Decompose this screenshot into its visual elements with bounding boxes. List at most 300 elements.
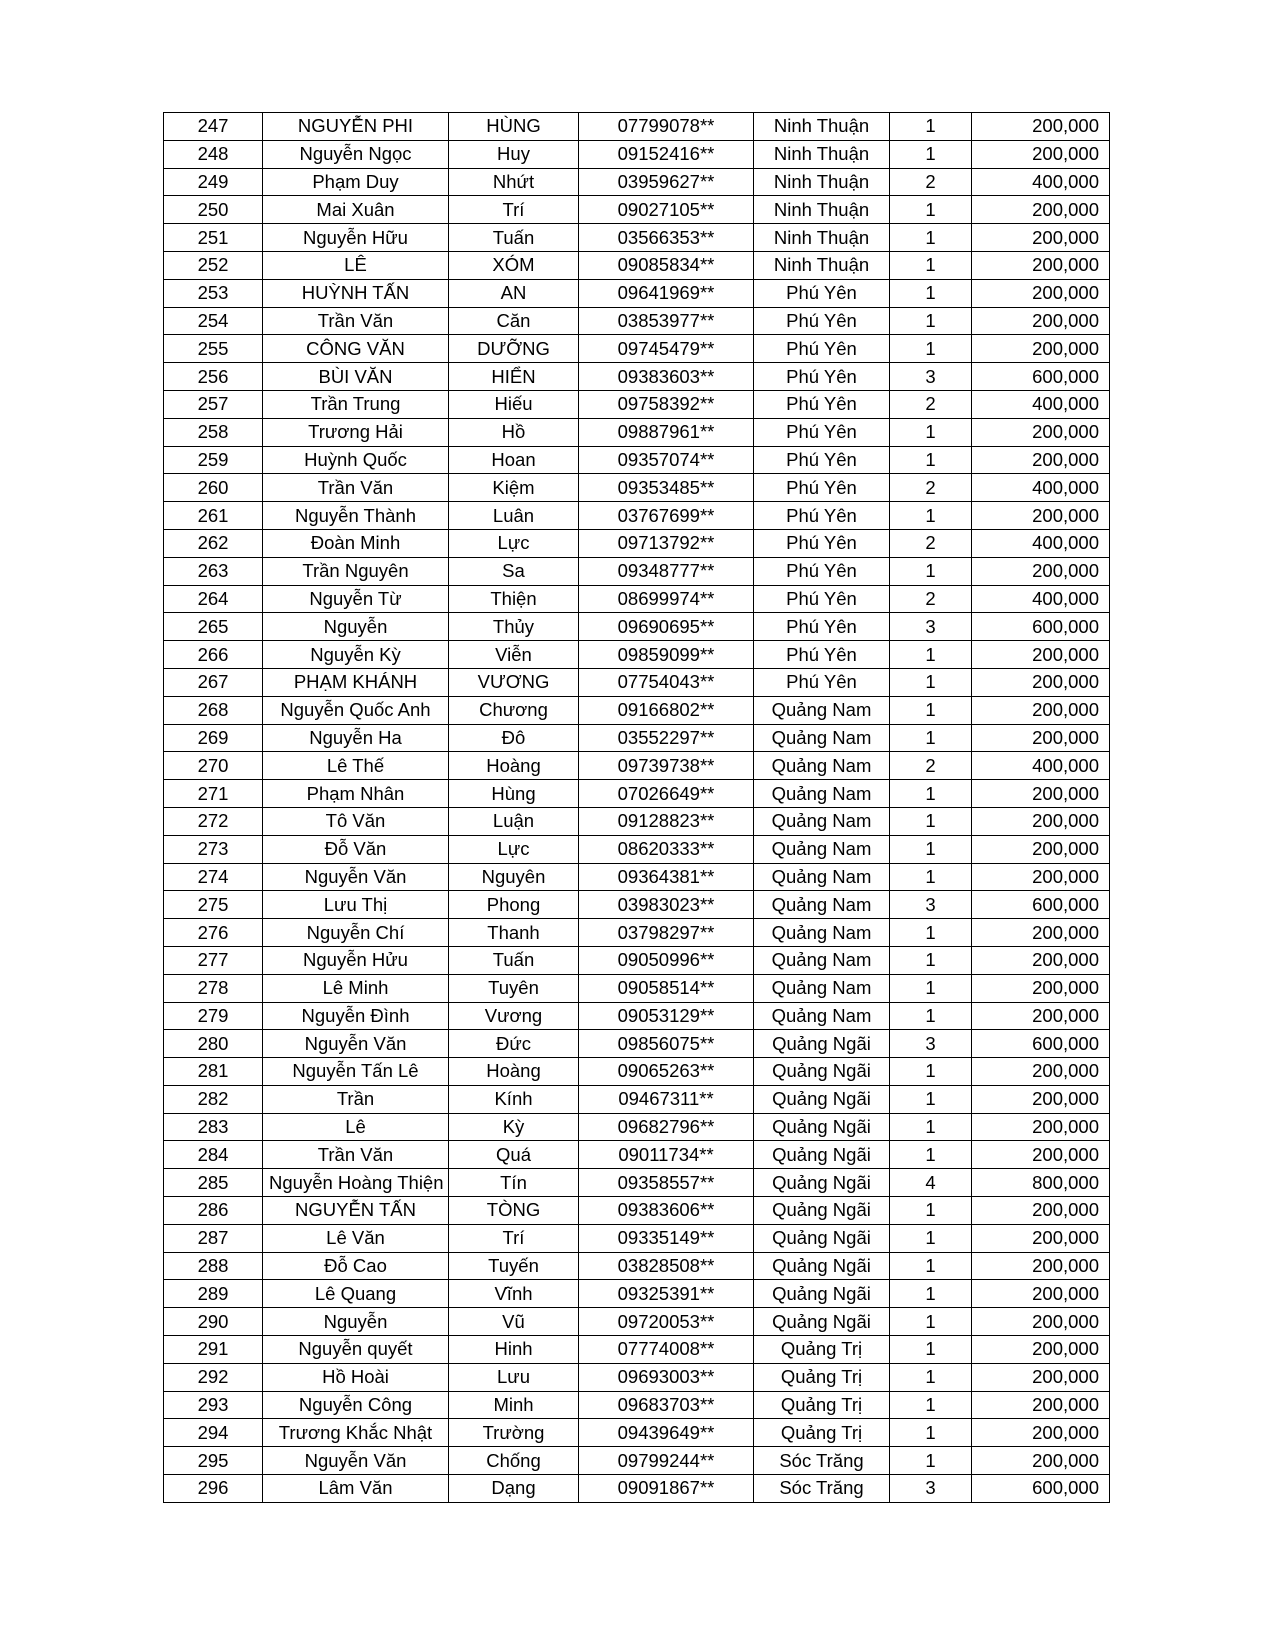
province-cell: Quảng Nam	[754, 807, 890, 835]
amount-cell: 200,000	[972, 1336, 1110, 1364]
row-number-cell: 273	[164, 835, 263, 863]
given-name-cell: Lưu	[449, 1363, 579, 1391]
quantity-cell: 1	[890, 1447, 972, 1475]
amount-cell: 400,000	[972, 585, 1110, 613]
quantity-cell: 1	[890, 1224, 972, 1252]
row-number-cell: 255	[164, 335, 263, 363]
surname-cell: BÙI VĂN	[263, 363, 449, 391]
phone-cell: 09682796**	[579, 1113, 754, 1141]
given-name-cell: Quá	[449, 1141, 579, 1169]
province-cell: Quảng Ngãi	[754, 1085, 890, 1113]
row-number-cell: 291	[164, 1336, 263, 1364]
quantity-cell: 1	[890, 418, 972, 446]
row-number-cell: 295	[164, 1447, 263, 1475]
phone-cell: 09058514**	[579, 974, 754, 1002]
row-number-cell: 271	[164, 780, 263, 808]
quantity-cell: 1	[890, 1002, 972, 1030]
given-name-cell: Vương	[449, 1002, 579, 1030]
amount-cell: 200,000	[972, 557, 1110, 585]
surname-cell: Lê Minh	[263, 974, 449, 1002]
quantity-cell: 1	[890, 974, 972, 1002]
province-cell: Quảng Ngãi	[754, 1308, 890, 1336]
row-number-cell: 262	[164, 529, 263, 557]
table-row	[164, 279, 1110, 307]
province-cell: Quảng Nam	[754, 891, 890, 919]
quantity-cell: 4	[890, 1169, 972, 1197]
given-name-cell: Thanh	[449, 919, 579, 947]
quantity-cell: 1	[890, 780, 972, 808]
province-cell: Quảng Ngãi	[754, 1058, 890, 1086]
amount-cell: 200,000	[972, 1419, 1110, 1447]
quantity-cell: 1	[890, 696, 972, 724]
table-row	[164, 529, 1110, 557]
row-number-cell: 258	[164, 418, 263, 446]
table-row	[164, 835, 1110, 863]
table-row	[164, 196, 1110, 224]
amount-cell: 200,000	[972, 863, 1110, 891]
phone-cell: 03566353**	[579, 224, 754, 252]
surname-cell: Nguyễn Tấn Lê	[263, 1058, 449, 1086]
amount-cell: 200,000	[972, 1363, 1110, 1391]
table-body	[164, 113, 1110, 1503]
given-name-cell: Phong	[449, 891, 579, 919]
amount-cell: 200,000	[972, 974, 1110, 1002]
table-row	[164, 1308, 1110, 1336]
quantity-cell: 1	[890, 668, 972, 696]
phone-cell: 03828508**	[579, 1252, 754, 1280]
surname-cell: NGUYỄN PHI	[263, 113, 449, 141]
phone-cell: 09713792**	[579, 529, 754, 557]
surname-cell: Trương Hải	[263, 418, 449, 446]
table-row	[164, 919, 1110, 947]
quantity-cell: 1	[890, 1085, 972, 1113]
given-name-cell: Lực	[449, 529, 579, 557]
given-name-cell: Trí	[449, 1224, 579, 1252]
surname-cell: Trần Trung	[263, 390, 449, 418]
surname-cell: Nguyễn	[263, 613, 449, 641]
row-number-cell: 247	[164, 113, 263, 141]
row-number-cell: 290	[164, 1308, 263, 1336]
amount-cell: 200,000	[972, 919, 1110, 947]
amount-cell: 600,000	[972, 363, 1110, 391]
province-cell: Quảng Nam	[754, 863, 890, 891]
quantity-cell: 1	[890, 335, 972, 363]
row-number-cell: 272	[164, 807, 263, 835]
amount-cell: 600,000	[972, 613, 1110, 641]
given-name-cell: Huy	[449, 140, 579, 168]
province-cell: Quảng Nam	[754, 946, 890, 974]
row-number-cell: 283	[164, 1113, 263, 1141]
quantity-cell: 3	[890, 891, 972, 919]
province-cell: Ninh Thuận	[754, 113, 890, 141]
surname-cell: Trần Văn	[263, 474, 449, 502]
surname-cell: Nguyễn Văn	[263, 1030, 449, 1058]
province-cell: Quảng Ngãi	[754, 1280, 890, 1308]
quantity-cell: 1	[890, 279, 972, 307]
surname-cell: Nguyễn Hoàng Thiện	[263, 1169, 449, 1197]
table-row	[164, 1058, 1110, 1086]
table-row	[164, 307, 1110, 335]
table-row	[164, 641, 1110, 669]
table-row	[164, 113, 1110, 141]
given-name-cell: HÙNG	[449, 113, 579, 141]
surname-cell: Nguyễn Kỳ	[263, 641, 449, 669]
row-number-cell: 279	[164, 1002, 263, 1030]
table-row	[164, 724, 1110, 752]
quantity-cell: 1	[890, 919, 972, 947]
given-name-cell: Vĩnh	[449, 1280, 579, 1308]
phone-cell: 09641969**	[579, 279, 754, 307]
given-name-cell: Dạng	[449, 1475, 579, 1503]
given-name-cell: Luận	[449, 807, 579, 835]
row-number-cell: 253	[164, 279, 263, 307]
amount-cell: 200,000	[972, 224, 1110, 252]
row-number-cell: 276	[164, 919, 263, 947]
province-cell: Quảng Nam	[754, 1002, 890, 1030]
surname-cell: Nguyễn Văn	[263, 1447, 449, 1475]
row-number-cell: 294	[164, 1419, 263, 1447]
province-cell: Quảng Nam	[754, 696, 890, 724]
recipient-table	[163, 112, 1110, 1503]
amount-cell: 200,000	[972, 1058, 1110, 1086]
quantity-cell: 1	[890, 807, 972, 835]
quantity-cell: 1	[890, 557, 972, 585]
given-name-cell: AN	[449, 279, 579, 307]
amount-cell: 200,000	[972, 1141, 1110, 1169]
phone-cell: 08620333**	[579, 835, 754, 863]
province-cell: Quảng Nam	[754, 974, 890, 1002]
surname-cell: Lê Quang	[263, 1280, 449, 1308]
quantity-cell: 1	[890, 1363, 972, 1391]
quantity-cell: 1	[890, 1419, 972, 1447]
table-row	[164, 363, 1110, 391]
table-row	[164, 613, 1110, 641]
province-cell: Quảng Ngãi	[754, 1113, 890, 1141]
surname-cell: Nguyễn Hữu	[263, 224, 449, 252]
phone-cell: 09739738**	[579, 752, 754, 780]
surname-cell: CÔNG VĂN	[263, 335, 449, 363]
phone-cell: 09128823**	[579, 807, 754, 835]
quantity-cell: 1	[890, 1113, 972, 1141]
amount-cell: 200,000	[972, 502, 1110, 530]
quantity-cell: 1	[890, 113, 972, 141]
surname-cell: Nguyễn Văn	[263, 863, 449, 891]
surname-cell: Lê Thế	[263, 752, 449, 780]
row-number-cell: 285	[164, 1169, 263, 1197]
given-name-cell: Sa	[449, 557, 579, 585]
given-name-cell: HIỂN	[449, 363, 579, 391]
quantity-cell: 3	[890, 1030, 972, 1058]
amount-cell: 200,000	[972, 279, 1110, 307]
surname-cell: Đỗ Cao	[263, 1252, 449, 1280]
row-number-cell: 292	[164, 1363, 263, 1391]
province-cell: Phú Yên	[754, 279, 890, 307]
province-cell: Quảng Ngãi	[754, 1224, 890, 1252]
surname-cell: Nguyễn Quốc Anh	[263, 696, 449, 724]
amount-cell: 200,000	[972, 641, 1110, 669]
province-cell: Phú Yên	[754, 446, 890, 474]
quantity-cell: 1	[890, 1141, 972, 1169]
given-name-cell: Hoàng	[449, 752, 579, 780]
phone-cell: 03798297**	[579, 919, 754, 947]
surname-cell: Nguyễn	[263, 1308, 449, 1336]
phone-cell: 09085834**	[579, 251, 754, 279]
province-cell: Quảng Nam	[754, 780, 890, 808]
phone-cell: 09152416**	[579, 140, 754, 168]
row-number-cell: 248	[164, 140, 263, 168]
phone-cell: 08699974**	[579, 585, 754, 613]
surname-cell: Trần Nguyên	[263, 557, 449, 585]
amount-cell: 200,000	[972, 780, 1110, 808]
phone-cell: 09027105**	[579, 196, 754, 224]
province-cell: Quảng Ngãi	[754, 1197, 890, 1225]
amount-cell: 400,000	[972, 529, 1110, 557]
amount-cell: 800,000	[972, 1169, 1110, 1197]
given-name-cell: Hinh	[449, 1336, 579, 1364]
surname-cell: Trần Văn	[263, 307, 449, 335]
amount-cell: 200,000	[972, 1085, 1110, 1113]
province-cell: Phú Yên	[754, 585, 890, 613]
phone-cell: 09856075**	[579, 1030, 754, 1058]
given-name-cell: Hiếu	[449, 390, 579, 418]
row-number-cell: 250	[164, 196, 263, 224]
surname-cell: Nguyễn Thành	[263, 502, 449, 530]
given-name-cell: Kính	[449, 1085, 579, 1113]
phone-cell: 09335149**	[579, 1224, 754, 1252]
row-number-cell: 275	[164, 891, 263, 919]
surname-cell: Đoàn Minh	[263, 529, 449, 557]
phone-cell: 09887961**	[579, 418, 754, 446]
phone-cell: 07026649**	[579, 780, 754, 808]
quantity-cell: 3	[890, 363, 972, 391]
amount-cell: 200,000	[972, 946, 1110, 974]
surname-cell: Trần	[263, 1085, 449, 1113]
given-name-cell: Viễn	[449, 641, 579, 669]
table-row	[164, 390, 1110, 418]
quantity-cell: 1	[890, 724, 972, 752]
row-number-cell: 259	[164, 446, 263, 474]
amount-cell: 200,000	[972, 196, 1110, 224]
province-cell: Quảng Ngãi	[754, 1169, 890, 1197]
amount-cell: 200,000	[972, 668, 1110, 696]
quantity-cell: 1	[890, 1252, 972, 1280]
given-name-cell: Kỳ	[449, 1113, 579, 1141]
surname-cell: Đỗ Văn	[263, 835, 449, 863]
quantity-cell: 1	[890, 502, 972, 530]
table-row	[164, 1197, 1110, 1225]
amount-cell: 600,000	[972, 1475, 1110, 1503]
given-name-cell: Tín	[449, 1169, 579, 1197]
amount-cell: 400,000	[972, 390, 1110, 418]
province-cell: Ninh Thuận	[754, 224, 890, 252]
row-number-cell: 284	[164, 1141, 263, 1169]
amount-cell: 200,000	[972, 251, 1110, 279]
table-row	[164, 1252, 1110, 1280]
table-row	[164, 1336, 1110, 1364]
phone-cell: 03983023**	[579, 891, 754, 919]
surname-cell: Lưu Thị	[263, 891, 449, 919]
row-number-cell: 265	[164, 613, 263, 641]
table-row	[164, 807, 1110, 835]
phone-cell: 09683703**	[579, 1391, 754, 1419]
quantity-cell: 2	[890, 390, 972, 418]
given-name-cell: Hoan	[449, 446, 579, 474]
province-cell: Ninh Thuận	[754, 140, 890, 168]
quantity-cell: 1	[890, 1336, 972, 1364]
surname-cell: Phạm Nhân	[263, 780, 449, 808]
province-cell: Phú Yên	[754, 613, 890, 641]
amount-cell: 200,000	[972, 1280, 1110, 1308]
quantity-cell: 1	[890, 224, 972, 252]
row-number-cell: 278	[164, 974, 263, 1002]
amount-cell: 200,000	[972, 724, 1110, 752]
given-name-cell: Lực	[449, 835, 579, 863]
amount-cell: 200,000	[972, 113, 1110, 141]
province-cell: Phú Yên	[754, 641, 890, 669]
given-name-cell: Hoàng	[449, 1058, 579, 1086]
quantity-cell: 1	[890, 1308, 972, 1336]
province-cell: Quảng Nam	[754, 919, 890, 947]
province-cell: Quảng Trị	[754, 1391, 890, 1419]
quantity-cell: 3	[890, 613, 972, 641]
surname-cell: Nguyễn Ha	[263, 724, 449, 752]
quantity-cell: 2	[890, 168, 972, 196]
given-name-cell: Trường	[449, 1419, 579, 1447]
surname-cell: Lâm Văn	[263, 1475, 449, 1503]
row-number-cell: 256	[164, 363, 263, 391]
phone-cell: 09166802**	[579, 696, 754, 724]
province-cell: Ninh Thuận	[754, 196, 890, 224]
table-row	[164, 1113, 1110, 1141]
row-number-cell: 260	[164, 474, 263, 502]
phone-cell: 09053129**	[579, 1002, 754, 1030]
row-number-cell: 288	[164, 1252, 263, 1280]
amount-cell: 200,000	[972, 1391, 1110, 1419]
province-cell: Ninh Thuận	[754, 168, 890, 196]
phone-cell: 09720053**	[579, 1308, 754, 1336]
surname-cell: Nguyễn Hửu	[263, 946, 449, 974]
quantity-cell: 1	[890, 196, 972, 224]
row-number-cell: 270	[164, 752, 263, 780]
amount-cell: 200,000	[972, 1113, 1110, 1141]
province-cell: Phú Yên	[754, 474, 890, 502]
given-name-cell: Luân	[449, 502, 579, 530]
phone-cell: 07774008**	[579, 1336, 754, 1364]
phone-cell: 09364381**	[579, 863, 754, 891]
province-cell: Phú Yên	[754, 363, 890, 391]
phone-cell: 03959627**	[579, 168, 754, 196]
surname-cell: Mai Xuân	[263, 196, 449, 224]
table-row	[164, 1002, 1110, 1030]
quantity-cell: 2	[890, 585, 972, 613]
quantity-cell: 1	[890, 140, 972, 168]
given-name-cell: DƯỠNG	[449, 335, 579, 363]
given-name-cell: Hùng	[449, 780, 579, 808]
phone-cell: 09745479**	[579, 335, 754, 363]
table-row	[164, 140, 1110, 168]
row-number-cell: 267	[164, 668, 263, 696]
phone-cell: 09758392**	[579, 390, 754, 418]
table-row	[164, 1224, 1110, 1252]
surname-cell: Lê Văn	[263, 1224, 449, 1252]
amount-cell: 200,000	[972, 1308, 1110, 1336]
given-name-cell: Tuyên	[449, 974, 579, 1002]
row-number-cell: 249	[164, 168, 263, 196]
quantity-cell: 2	[890, 529, 972, 557]
quantity-cell: 3	[890, 1475, 972, 1503]
province-cell: Sóc Trăng	[754, 1475, 890, 1503]
row-number-cell: 269	[164, 724, 263, 752]
given-name-cell: Minh	[449, 1391, 579, 1419]
quantity-cell: 1	[890, 1197, 972, 1225]
table-row	[164, 502, 1110, 530]
table-row	[164, 446, 1110, 474]
table-row	[164, 585, 1110, 613]
amount-cell: 200,000	[972, 1002, 1110, 1030]
table-row	[164, 752, 1110, 780]
quantity-cell: 2	[890, 474, 972, 502]
surname-cell: Nguyễn Ngọc	[263, 140, 449, 168]
phone-cell: 09799244**	[579, 1447, 754, 1475]
given-name-cell: Tuyến	[449, 1252, 579, 1280]
province-cell: Quảng Trị	[754, 1336, 890, 1364]
table-row	[164, 251, 1110, 279]
province-cell: Phú Yên	[754, 335, 890, 363]
phone-cell: 09091867**	[579, 1475, 754, 1503]
amount-cell: 200,000	[972, 807, 1110, 835]
amount-cell: 200,000	[972, 1447, 1110, 1475]
phone-cell: 09348777**	[579, 557, 754, 585]
row-number-cell: 251	[164, 224, 263, 252]
amount-cell: 200,000	[972, 446, 1110, 474]
quantity-cell: 1	[890, 446, 972, 474]
phone-cell: 09011734**	[579, 1141, 754, 1169]
phone-cell: 09859099**	[579, 641, 754, 669]
province-cell: Quảng Trị	[754, 1419, 890, 1447]
quantity-cell: 1	[890, 1280, 972, 1308]
given-name-cell: Thiện	[449, 585, 579, 613]
province-cell: Quảng Ngãi	[754, 1030, 890, 1058]
given-name-cell: Trí	[449, 196, 579, 224]
given-name-cell: Tuấn	[449, 946, 579, 974]
given-name-cell: TÒNG	[449, 1197, 579, 1225]
surname-cell: Trương Khắc Nhật	[263, 1419, 449, 1447]
province-cell: Phú Yên	[754, 668, 890, 696]
surname-cell: Nguyễn Chí	[263, 919, 449, 947]
table-row	[164, 1391, 1110, 1419]
row-number-cell: 263	[164, 557, 263, 585]
surname-cell: PHẠM KHÁNH	[263, 668, 449, 696]
table-row	[164, 891, 1110, 919]
province-cell: Quảng Ngãi	[754, 1141, 890, 1169]
surname-cell: LÊ	[263, 251, 449, 279]
amount-cell: 200,000	[972, 335, 1110, 363]
table-row	[164, 1169, 1110, 1197]
province-cell: Phú Yên	[754, 557, 890, 585]
surname-cell: Nguyễn Công	[263, 1391, 449, 1419]
row-number-cell: 264	[164, 585, 263, 613]
surname-cell: Trần Văn	[263, 1141, 449, 1169]
phone-cell: 03767699**	[579, 502, 754, 530]
quantity-cell: 2	[890, 752, 972, 780]
phone-cell: 09358557**	[579, 1169, 754, 1197]
phone-cell: 09383606**	[579, 1197, 754, 1225]
quantity-cell: 1	[890, 946, 972, 974]
table-row	[164, 946, 1110, 974]
province-cell: Phú Yên	[754, 418, 890, 446]
province-cell: Phú Yên	[754, 307, 890, 335]
surname-cell: Huỳnh Quốc	[263, 446, 449, 474]
